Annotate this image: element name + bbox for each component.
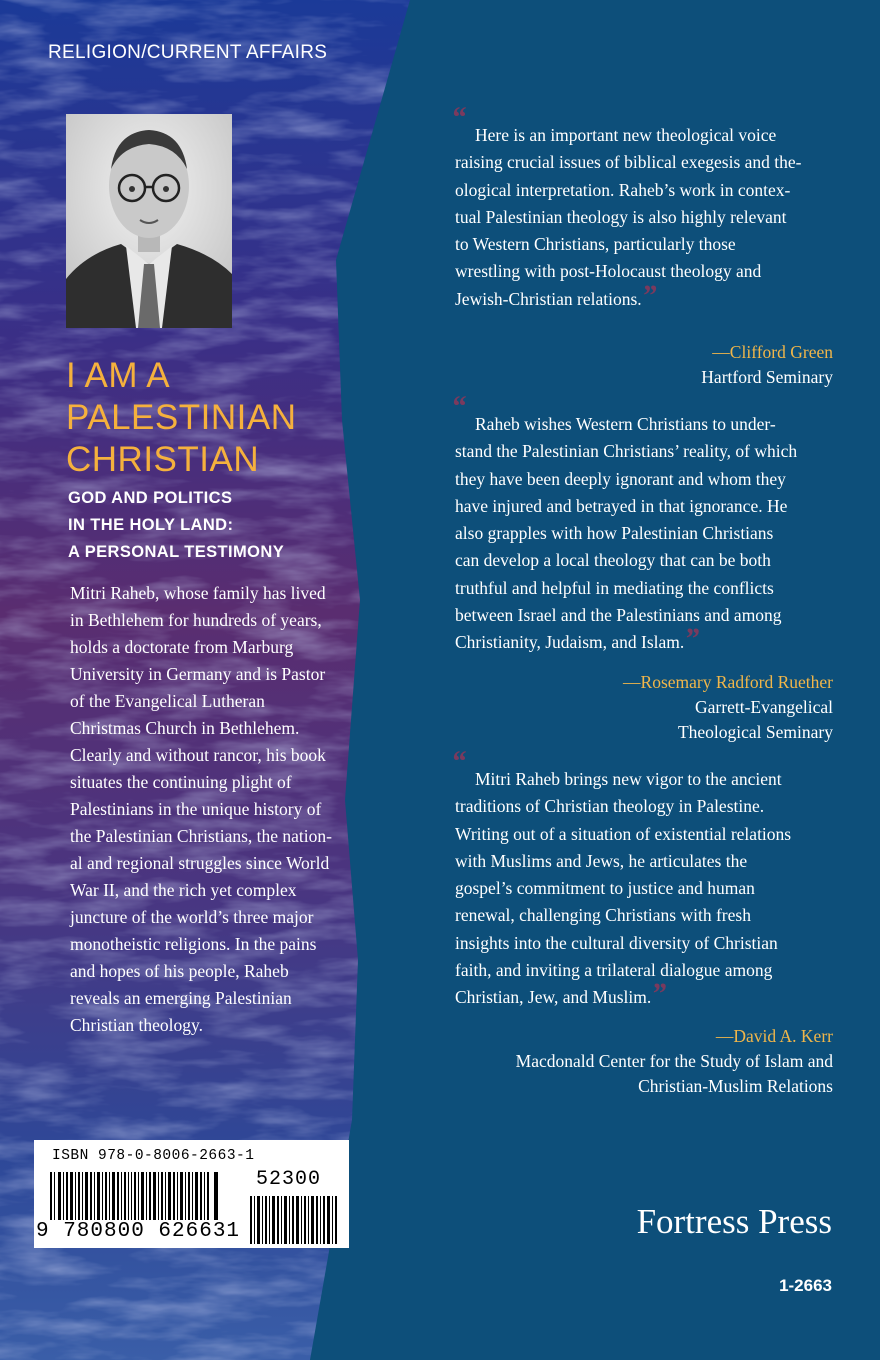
endorser-affiliation: Theological Seminary — [677, 722, 833, 742]
quote-line: tual Palestinian theology is also highly relevant — [455, 206, 787, 227]
book-subtitle — [68, 485, 284, 566]
endorser-name: —David A. Kerr — [715, 1026, 833, 1046]
close-quote-icon: ” — [684, 622, 700, 656]
endorser-affiliation: Macdonald Center for the Study of Islam and — [515, 1051, 833, 1071]
description-line: Christmas Church in Bethlehem. — [70, 718, 300, 738]
quote-line: Mitri Raheb brings new vigor to the ancient — [475, 769, 782, 789]
quote-line: to Western Christians, particularly those — [455, 234, 736, 255]
endorsement-quote — [455, 766, 840, 1012]
description-line: reveals an emerging Palestinian — [70, 988, 292, 1008]
endorsement-attribution — [516, 1024, 833, 1099]
endorser-name: —Clifford Green — [712, 342, 833, 362]
description-line: in Bethlehem for hundreds of years, — [70, 610, 322, 630]
description-line: holds a doctorate from Marburg — [70, 637, 294, 657]
barcode-digits: 9 780800 626631 — [36, 1220, 241, 1243]
quote-line: Christian, Jew, and Muslim.” — [455, 977, 667, 1011]
description-line: al and regional struggles since World — [70, 853, 330, 873]
description-line: the Palestinian Christians, the nation- — [70, 826, 332, 846]
price-code: 52300 — [256, 1168, 322, 1191]
quote-line: they have been deeply ignorant and whom they — [455, 468, 786, 489]
product-code: 1-2663 — [779, 1276, 832, 1295]
description-line: Palestinians in the unique history of — [70, 799, 322, 819]
endorsement-attribution — [701, 340, 833, 390]
description-line: Christian theology. — [70, 1015, 204, 1035]
subtitle-line: IN THE HOLY LAND: — [68, 516, 234, 534]
category-label: RELIGION/CURRENT AFFAIRS — [48, 42, 328, 63]
description-line: situates the continuing plight of — [70, 772, 292, 792]
isbn-number: ISBN 978-0-8006-2663-1 — [52, 1148, 255, 1164]
endorser-name: —Rosemary Radford Ruether — [623, 672, 833, 692]
subtitle-line: GOD AND POLITICS — [68, 489, 233, 507]
quote-line: can develop a local theology that can be both — [455, 550, 771, 571]
quote-line: also grapples with how Palestinian Christians — [455, 523, 774, 544]
description-line: of the Evangelical Lutheran — [70, 691, 265, 711]
close-quote-icon: ” — [641, 278, 657, 312]
quote-line: insights into the cultural diversity of Christian — [455, 932, 778, 953]
quote-line: Here is an important new theological voice — [475, 125, 777, 145]
quote-line: renewal, challenging Christians with fresh — [455, 905, 751, 926]
description-line: University in Germany and is Pastor — [70, 664, 326, 684]
description-line: Mitri Raheb, whose family has lived — [70, 583, 326, 603]
endorsement-quote — [455, 411, 840, 657]
description-line: War II, and the rich yet complex — [70, 880, 297, 900]
description-line: and hopes of his people, Raheb — [70, 961, 289, 981]
publisher-name: Fortress Press — [636, 1202, 832, 1241]
quote-line: Jewish-Christian relations.” — [455, 278, 657, 312]
book-description — [70, 580, 370, 1039]
quote-line: gospel’s commitment to justice and human — [455, 878, 755, 899]
isbn-barcode — [34, 1140, 349, 1248]
endorsement-quote — [455, 122, 840, 313]
quote-line: Christianity, Judaism, and Islam.” — [455, 622, 700, 656]
endorsement-attribution — [623, 670, 833, 745]
endorser-affiliation: Hartford Seminary — [701, 367, 833, 387]
quote-line: with Muslims and Jews, he articulates the — [455, 850, 748, 871]
description-line: monotheistic religions. In the pains — [70, 934, 317, 954]
quote-line: ological interpretation. Raheb’s work in contex- — [455, 179, 791, 200]
description-line: juncture of the world’s three major — [70, 907, 314, 927]
quote-line: faith, and inviting a trilateral dialogue among — [455, 960, 773, 981]
title-line: CHRISTIAN — [66, 440, 260, 479]
endorser-affiliation: Garrett-Evangelical — [695, 697, 833, 717]
title-line: I AM A — [66, 356, 171, 395]
title-line: PALESTINIAN — [66, 398, 297, 437]
quote-line: stand the Palestinian Christians’ reality, of which — [455, 441, 798, 462]
book-title — [66, 355, 296, 481]
quote-line: Raheb wishes Western Christians to under- — [475, 414, 776, 434]
subtitle-line: A PERSONAL TESTIMONY — [68, 543, 285, 561]
quote-line: traditions of Christian theology in Palestine. — [455, 796, 765, 817]
author-photo — [66, 114, 232, 328]
quote-line: have injured and betrayed in that ignorance. He — [455, 495, 788, 516]
close-quote-icon: ” — [651, 977, 667, 1011]
quote-line: between Israel and the Palestinians and among — [455, 605, 782, 626]
endorser-affiliation: Christian-Muslim Relations — [638, 1076, 833, 1096]
quote-line: wrestling with post-Holocaust theology and — [455, 261, 762, 282]
quote-line: Writing out of a situation of existential relations — [455, 823, 792, 844]
description-line: Clearly and without rancor, his book — [70, 745, 326, 765]
quote-line: raising crucial issues of biblical exegesis and the- — [455, 152, 802, 173]
quote-line: truthful and helpful in mediating the conflicts — [455, 577, 774, 598]
